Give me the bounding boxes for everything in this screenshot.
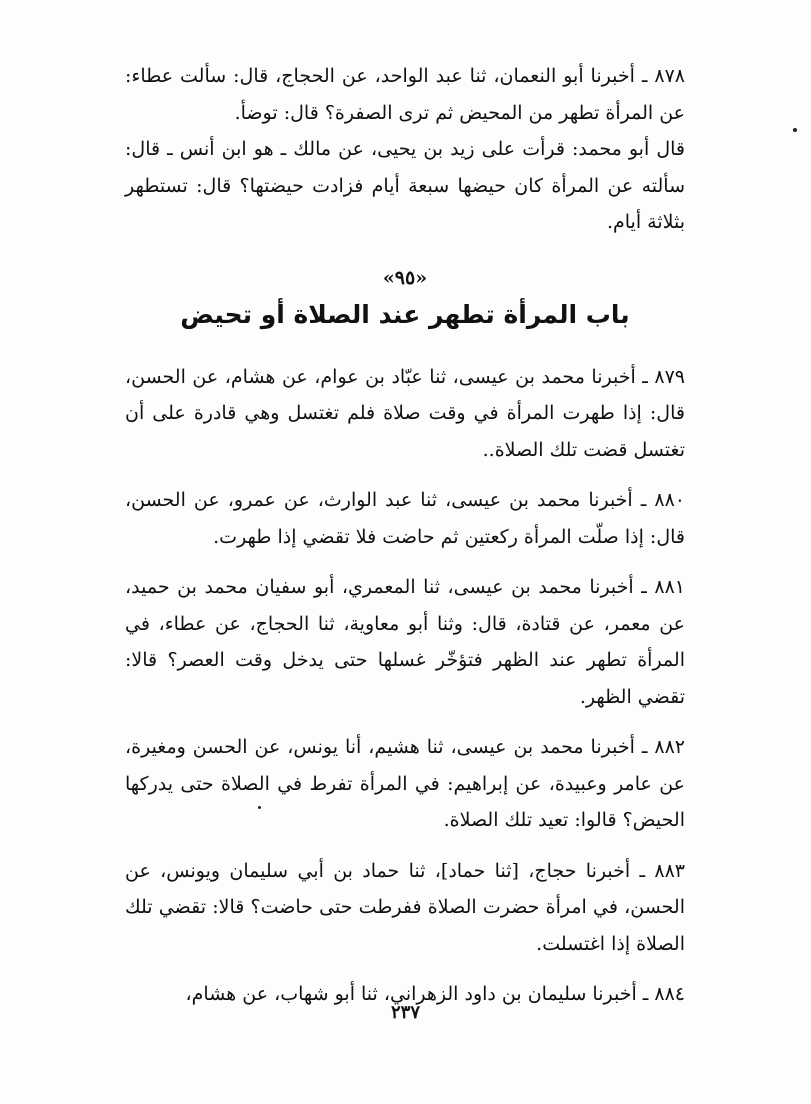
- chapter-title: باب المرأة تطهر عند الصلاة أو تحيض: [180, 299, 630, 329]
- hadith-880: ٨٨٠ ـ أخبرنا محمد بن عيسى، ثنا عبد الوارث، عن عمرو، عن الحسن، قال: إذا صلّت المرأة ركعتين ثم حاضت فلا تقضي إذا طهرت.: [125, 489, 685, 548]
- hadith-878: ٨٧٨ ـ أخبرنا أبو النعمان، ثنا عبد الواحد، عن الحجاج، قال: سألت عطاء: عن المرأة تطهر من المحيض ثم ترى الصفرة؟ قال: توضأ.: [125, 65, 685, 124]
- hadith-884: ٨٨٤ ـ أخبرنا سليمان بن داود الزهراني، ثنا أبو شهاب، عن هشام،: [185, 983, 685, 1005]
- hadith-879: ٨٧٩ ـ أخبرنا محمد بن عيسى، ثنا عبّاد بن عوام، عن هشام، عن الحسن، قال: إذا طهرت المرأة في وقت صلاة فلم تغتسل وهي قادرة على أن تغتسل قضت تلك الصلاة..: [125, 365, 685, 461]
- hadith-883: ٨٨٣ ـ أخبرنا حجاج، [ثنا حماد]، ثنا حماد بن أبي سليمان ويونس، عن الحسن، في امرأة حضرت الصلاة ففرطت حتى حاضت؟ قالا: تقضي تلك الصلاة إذا اغتسلت.: [125, 859, 685, 955]
- page-number: ٢٣٧: [390, 1002, 420, 1023]
- margin-speck: [258, 806, 261, 809]
- page-body: [125, 58, 685, 1027]
- abu-muhammad-note: قال أبو محمد: قرأت على زيد بن يحيى، عن مالك ـ هو ابن أنس ـ قال: سألته عن المرأة كان حيضها سبعة أيام فزادت حيضتها؟ قال: تستطهر بثلاثة أيام.: [125, 138, 685, 233]
- hadith-882: ٨٨٢ ـ أخبرنا محمد بن عيسى، ثنا هشيم، أنا يونس، عن الحسن ومغيرة، عن عامر وعبيدة، عن إبراهيم: في المرأة تفرط في الصلاة حتى يدركها الحيض؟ قالوا: تعيد تلك الصلاة.: [125, 736, 685, 831]
- chapter-number: «٩٥»: [382, 266, 428, 289]
- margin-speck: [793, 128, 797, 132]
- hadith-881: ٨٨١ ـ أخبرنا محمد بن عيسى، ثنا المعمري، أبو سفيان محمد بن حميد، عن معمر، عن قتادة، قال: وثنا أبو معاوية، ثنا الحجاج، عن عطاء، في المرأة تطهر عند الظهر فتؤخّر غسلها حتى يدخل وقت العصر؟ قالا: تقضي الظهر.: [125, 576, 685, 708]
